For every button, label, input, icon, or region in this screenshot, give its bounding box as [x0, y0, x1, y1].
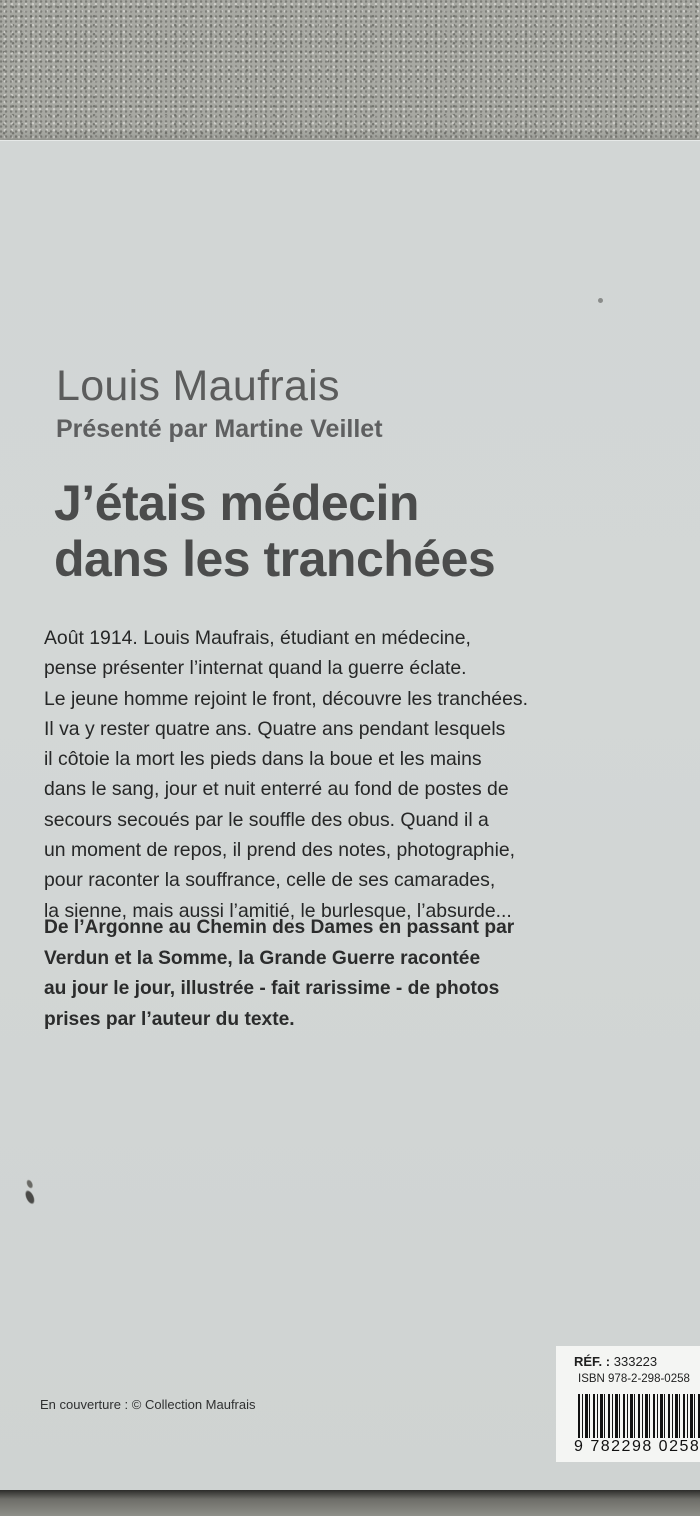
cover-credit: En couverture : © Collection Maufrais	[40, 1397, 256, 1412]
blurb-bold-line: prises par l’auteur du texte.	[44, 1008, 295, 1030]
blurb-bold-line: au jour le jour, illustrée - fait rarissime - de photos	[44, 978, 500, 999]
blurb-line: la sienne, mais aussi l’amitié, le burlesque, l’absurde...	[44, 899, 512, 922]
blurb-bold-paragraph	[44, 913, 608, 1035]
blurb-line: Il va y rester quatre ans. Quatre ans pendant lesquels	[44, 717, 506, 740]
blurb-line: pense présenter l’internat quand la guerre éclate.	[44, 657, 467, 680]
blurb-paragraph	[44, 623, 608, 926]
author-name: Louis Maufrais	[56, 362, 340, 410]
blurb-line: il côtoie la mort les pieds dans la boue et les mains	[44, 748, 482, 771]
barcode-sticker	[556, 1346, 700, 1462]
presenter-line: Présenté par Martine Veillet	[56, 415, 383, 443]
book-title	[54, 475, 674, 587]
blurb-line: secours secoués par le souffle des obus. Quand il a	[44, 808, 489, 831]
title-line: J’étais médecin	[54, 475, 419, 531]
dirt-dot	[598, 298, 603, 303]
shadow-edge	[0, 1490, 700, 1516]
reference-number	[574, 1354, 657, 1369]
blurb-line: Août 1914. Louis Maufrais, étudiant en médecine,	[44, 627, 471, 649]
barcode-bars	[578, 1394, 700, 1438]
blurb-line: pour raconter la souffrance, celle de ses camarades,	[44, 869, 496, 892]
title-line: dans les tranchées	[54, 531, 496, 587]
blurb-line: dans le sang, jour et nuit enterré au fond de postes de	[44, 778, 509, 801]
blurb-bold-line: De l’Argonne au Chemin des Dames en passant par	[44, 917, 515, 938]
isbn-text: ISBN 978-2-298-0258	[578, 1373, 690, 1385]
blurb-bold-line: Verdun et la Somme, la Grande Guerre racontée	[44, 947, 481, 969]
barcode-digits: 9 782298 0258	[574, 1438, 700, 1455]
blurb-line: un moment de repos, il prend des notes, photographie,	[44, 839, 516, 862]
reference-label: RÉF. :	[574, 1354, 611, 1369]
reference-value: 333223	[613, 1354, 658, 1369]
blurb-line: Le jeune homme rejoint le front, découvre les tranchées.	[44, 687, 528, 710]
